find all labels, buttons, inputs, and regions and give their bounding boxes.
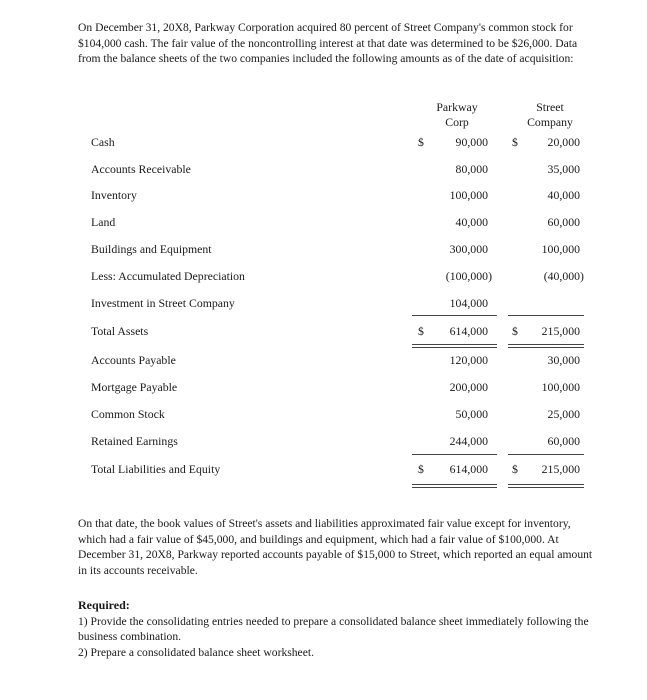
total-double-rule [508,347,584,348]
row-label: Investment in Street Company [91,296,235,310]
dollar-sign: $ [418,135,424,149]
row-label: Total Assets [91,324,149,338]
total-double-rule [412,347,497,348]
street-value: 40,000 [547,188,580,202]
parkway-header-line1: Parkway [436,100,478,114]
parkway-column-header [425,100,489,130]
row-label: Land [91,215,116,229]
parkway-value: 614,000 [449,324,488,338]
dollar-sign: $ [418,324,424,338]
intro-paragraph: On December 31, 20X8, Parkway Corporation acquired 80 percent of Street Company's common stock for $104,000 cash. The fair value of the noncontrolling interest at that date was determined to be $26,000. Data from the balance sheets of the two companies included the following amounts as of the date of acquisition: [78,21,578,66]
parkway-value: 300,000 [449,242,488,256]
parkway-value: 90,000 [455,135,488,149]
parkway-value: 614,000 [449,462,488,476]
row-label: Buildings and Equipment [91,242,212,256]
dollar-sign: $ [418,462,424,476]
dollar-sign: $ [512,462,518,476]
parkway-value: 120,000 [449,353,488,367]
parkway-value: 200,000 [449,380,488,394]
row-label: Mortgage Payable [91,380,178,394]
required-item-2: 2) Prepare a consolidated balance sheet worksheet. [78,645,314,659]
table-row [0,215,647,233]
street-value: (40,000) [543,269,584,283]
total-double-rule [508,487,584,488]
row-label: Less: Accumulated Depreciation [91,269,245,283]
parkway-value: 80,000 [455,162,488,176]
parkway-header-line2: Corp [445,115,469,129]
total-double-rule [412,487,497,488]
table-row [0,380,647,398]
required-item-1: 1) Provide the consolidating entries needed to prepare a consolidated balance sheet immediately following the business combination. [78,614,589,644]
street-value: 30,000 [547,353,580,367]
table-row-total-liabilities-equity [0,462,647,480]
parkway-value: 100,000 [449,188,488,202]
street-value: 20,000 [547,135,580,149]
street-value: 35,000 [547,162,580,176]
parkway-value: 104,000 [449,296,488,310]
row-label: Common Stock [91,407,165,421]
total-double-rule [508,344,584,345]
table-row [0,296,647,314]
parkway-value: 50,000 [455,407,488,421]
subtotal-rule [508,454,584,455]
total-double-rule [412,344,497,345]
required-section [78,598,598,660]
dollar-sign: $ [512,135,518,149]
street-header-line2: Company [527,115,573,129]
table-row [0,188,647,206]
row-label: Accounts Receivable [91,162,191,176]
subtotal-rule [412,315,497,316]
table-row-total-assets [0,324,647,342]
row-label: Cash [91,135,115,149]
street-value: 215,000 [541,462,580,476]
street-value: 25,000 [547,407,580,421]
parkway-value: (100,000) [445,269,492,283]
row-label: Accounts Payable [91,353,176,367]
total-double-rule [508,484,584,485]
street-value: 60,000 [547,215,580,229]
table-row [0,269,647,287]
parkway-value: 40,000 [455,215,488,229]
street-value: 100,000 [541,242,580,256]
street-value: 60,000 [547,434,580,448]
required-heading: Required: [78,598,130,612]
table-row [0,353,647,371]
table-row [0,242,647,260]
dollar-sign: $ [512,324,518,338]
fair-value-paragraph: On that date, the book values of Street's assets and liabilities approximated fair value except for inventory, which had a fair value of $45,000, and buildings and equipment, which had a fair value of $100,000. At December 31, 20X8, Parkway reported accounts payable of $15,000 to Street, which reported an equal amount in its accounts receivable. [78,517,593,577]
subtotal-rule [508,315,584,316]
parkway-value: 244,000 [449,434,488,448]
table-row [0,162,647,180]
table-row [0,434,647,452]
row-label: Inventory [91,188,137,202]
row-label: Retained Earnings [91,434,178,448]
street-value: 215,000 [541,324,580,338]
street-value: 100,000 [541,380,580,394]
street-header-line1: Street [536,100,564,114]
street-column-header [516,100,584,130]
row-label: Total Liabilities and Equity [91,462,221,476]
total-double-rule [412,484,497,485]
subtotal-rule [412,454,497,455]
table-row [0,407,647,425]
table-row-cash [0,135,647,153]
